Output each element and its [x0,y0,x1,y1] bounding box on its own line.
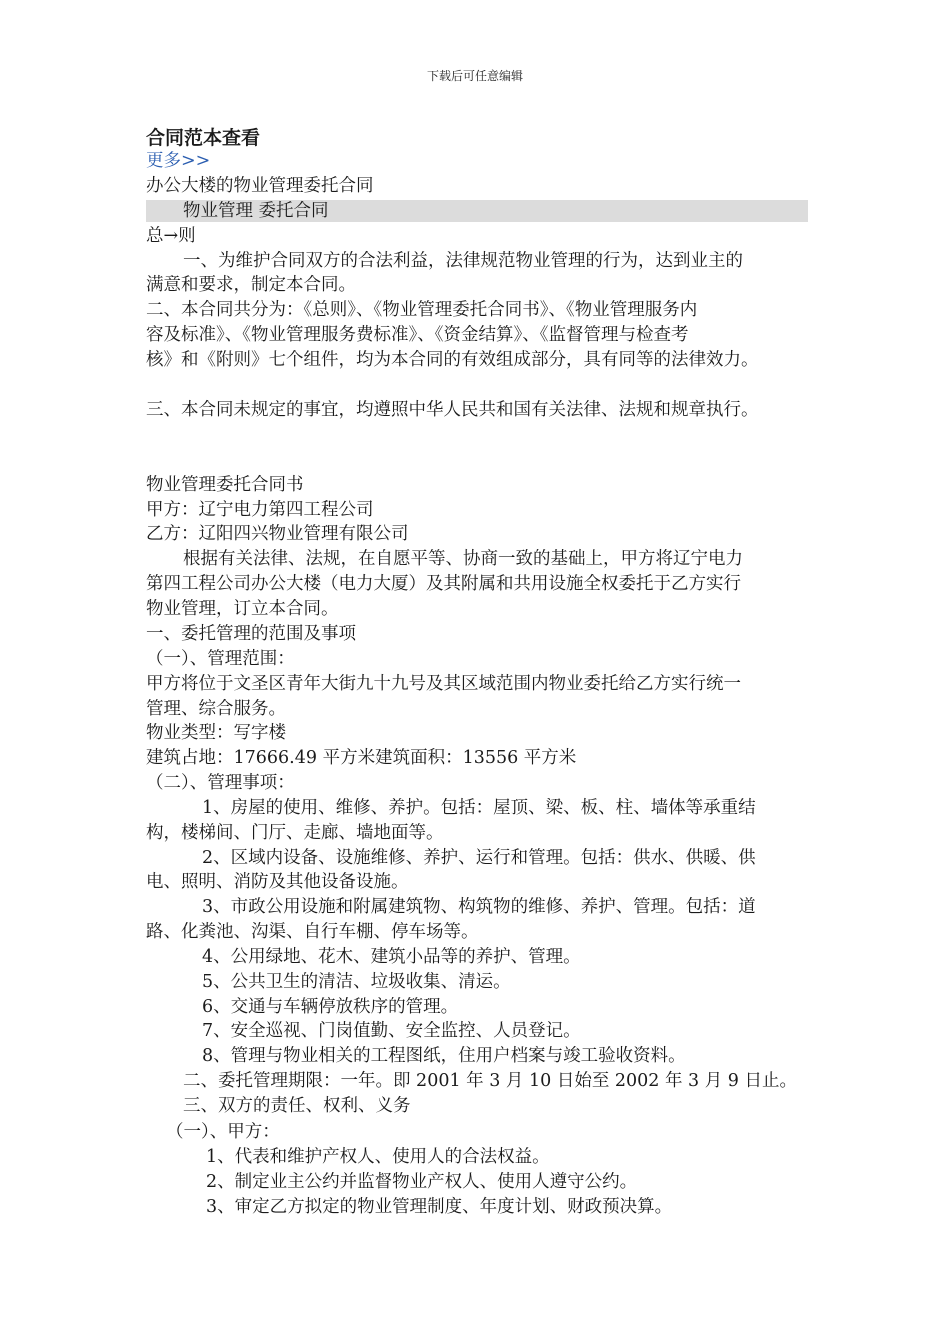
page-title: 合同范本查看 [146,127,261,149]
paragraph-line: 二、本合同共分为：《总则》、《物业管理委托合同书》、《物业管理服务内 [146,300,698,320]
paragraph-line: 三、本合同未规定的事宜，均遵照中华人民共和国有关法律、法规和规章执行。 [146,400,759,420]
party-b: 乙方：辽阳四兴物业管理有限公司 [146,524,409,544]
subsection-heading: （二）、管理事项： [146,773,295,793]
subsection-heading: （一）、甲方： [166,1122,280,1142]
list-item: 3、市政公用设施和附属建筑物、构筑物的维修、养护、管理。包括：道 [202,897,756,917]
area-info: 建筑占地：17666.49 平方米建筑面积：13556 平方米 [146,748,577,768]
general-heading: 总→则 [146,226,196,246]
list-item: 1、代表和维护产权人、使用人的合法权益。 [206,1147,550,1167]
paragraph-line: 满意和要求，制定本合同。 [146,275,356,295]
section-heading: 三、双方的责任、权利、义务 [183,1096,411,1116]
paragraph-line: 管理、综合服务。 [146,699,286,719]
paragraph-line: 甲方将位于文圣区青年大街九十九号及其区域范围内物业委托给乙方实行统一 [146,674,741,694]
section-heading: 一、委托管理的范围及事项 [146,624,356,644]
more-link[interactable]: 更多>> [146,151,211,171]
section-title: 物业管理委托合同书 [146,475,304,495]
list-item: 路、化粪池、沟渠、自行车棚、停车场等。 [146,922,479,942]
list-item: 6、交通与车辆停放秩序的管理。 [202,997,459,1017]
list-item: 8、管理与物业相关的工程图纸，住用户档案与竣工验收资料。 [202,1046,686,1066]
list-item: 5、公共卫生的清洁、垃圾收集、清运。 [202,972,511,992]
paragraph-line: 物业管理，订立本合同。 [146,599,339,619]
keywords-bar: 物业管理 委托合同 [146,200,808,222]
list-item: 1、房屋的使用、维修、养护。包括：屋顶、梁、板、柱、墙体等承重结 [202,798,756,818]
list-item: 7、安全巡视、门岗值勤、安全监控、人员登记。 [202,1021,581,1041]
list-item: 电、照明、消防及其他设备设施。 [146,872,409,892]
list-item: 2、制定业主公约并监督物业产权人、使用人遵守公约。 [206,1172,638,1192]
doc-title: 办公大楼的物业管理委托合同 [146,176,374,196]
paragraph-line: 根据有关法律、法规，在自愿平等、协商一致的基础上，甲方将辽宁电力 [183,549,743,569]
list-item: 3、审定乙方拟定的物业管理制度、年度计划、财政预决算。 [206,1197,673,1217]
paragraph-line: 一、为维护合同双方的合法利益，法律规范物业管理的行为，达到业主的 [183,251,743,271]
list-item: 构，楼梯间、门厅、走廊、墙地面等。 [146,823,444,843]
paragraph-line: 第四工程公司办公大楼（电力大厦）及其附属和共用设施全权委托于乙方实行 [146,574,741,594]
header-note: 下载后可任意编辑 [426,69,523,83]
list-item: 2、区域内设备、设施维修、养护、运行和管理。包括：供水、供暖、供 [202,848,756,868]
paragraph-line: 容及标准》、《物业管理服务费标准》、《资金结算》、《监督管理与检查考 [146,325,689,345]
paragraph-line: 核》和《附则》七个组件，均为本合同的有效组成部分，具有同等的法律效力。 [146,350,759,370]
property-type: 物业类型：写字楼 [146,723,286,743]
party-a: 甲方：辽宁电力第四工程公司 [146,500,374,520]
list-item: 4、公用绿地、花木、建筑小品等的养护、管理。 [202,947,581,967]
subsection-heading: （一）、管理范围： [146,649,295,669]
section-heading: 二、委托管理期限：一年。即 2001 年 3 月 10 日始至 2002 年 3 月 9 日止。 [183,1071,797,1091]
